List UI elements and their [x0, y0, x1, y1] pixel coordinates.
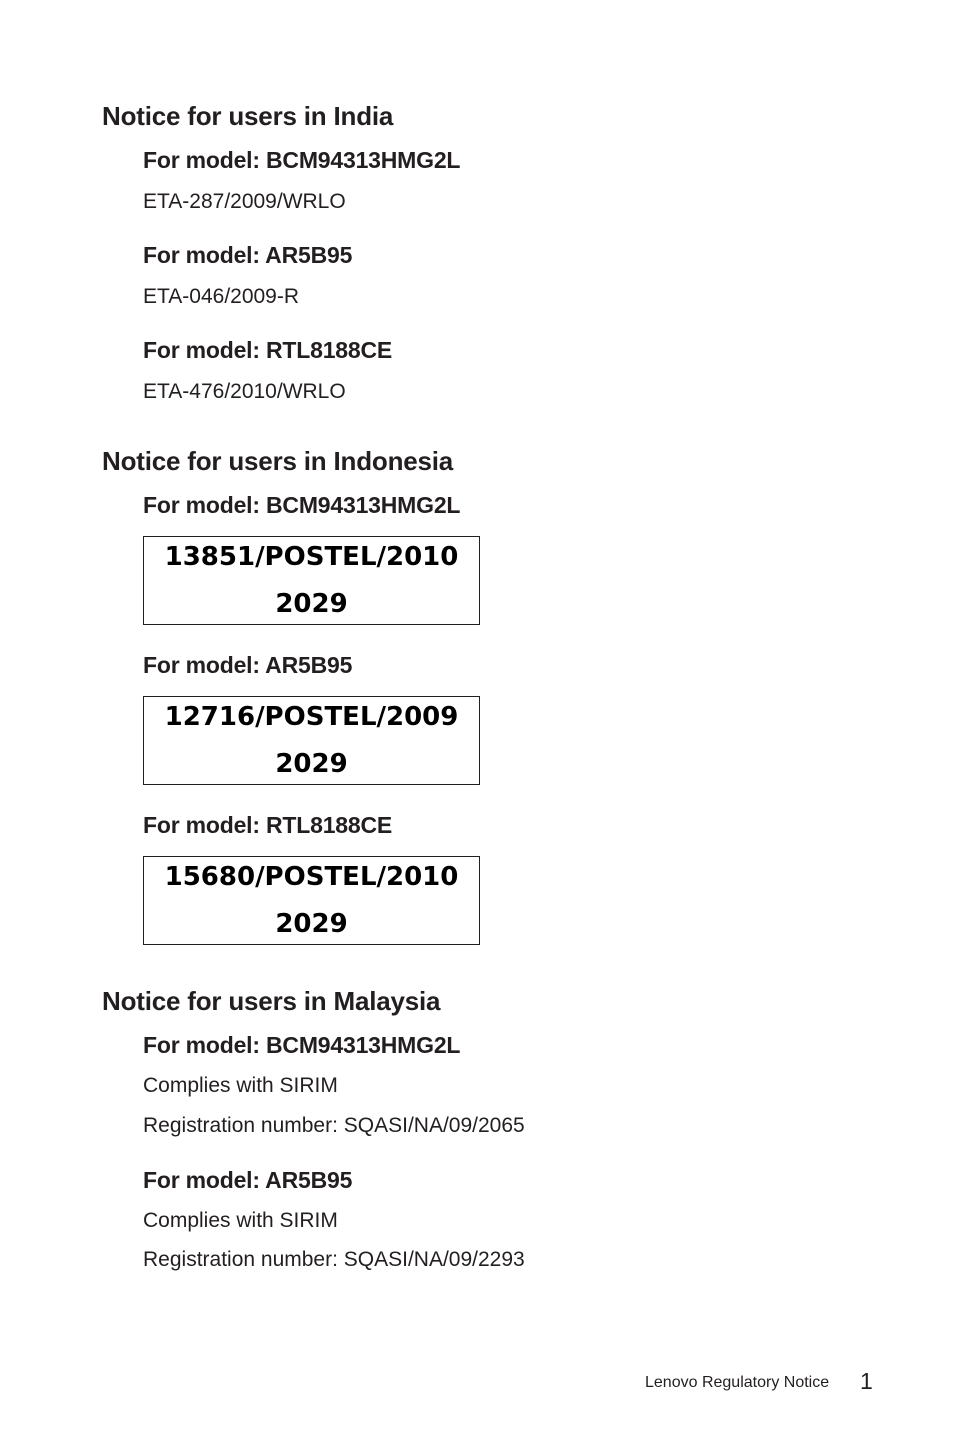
- malaysia-model-ar5b95-label: For model: AR5B95: [143, 1167, 353, 1193]
- indonesia-model-bcm-label: For model: BCM94313HMG2L: [143, 492, 461, 518]
- india-model-bcm-cert: ETA-287/2009/WRLO: [143, 190, 346, 213]
- indonesia-cert-box-bcm: [143, 536, 480, 625]
- india-model-ar5b95-label: For model: AR5B95: [143, 242, 353, 268]
- india-model-bcm-label: For model: BCM94313HMG2L: [143, 147, 461, 173]
- page-number: 1: [860, 1368, 873, 1394]
- indonesia-model-ar5b95-label: For model: AR5B95: [143, 652, 353, 678]
- india-model-rtl-label: For model: RTL8188CE: [143, 337, 393, 363]
- cert-number: 12716/POSTEL/2009: [164, 702, 459, 732]
- india-model-rtl-cert: ETA-476/2010/WRLO: [143, 380, 346, 403]
- indonesia-heading: Notice for users in Indonesia: [102, 446, 454, 476]
- cert-number: 15680/POSTEL/2010: [164, 862, 459, 892]
- indonesia-model-rtl-label: For model: RTL8188CE: [143, 812, 393, 838]
- malaysia-model-ar5b95-compliance: Complies with SIRIM: [143, 1209, 338, 1232]
- malaysia-heading: Notice for users in Malaysia: [102, 986, 441, 1016]
- malaysia-model-bcm-label: For model: BCM94313HMG2L: [143, 1032, 461, 1058]
- india-heading: Notice for users in India: [102, 101, 394, 131]
- cert-supplier-code: 2029: [275, 909, 348, 939]
- indonesia-cert-box-rtl: [143, 856, 480, 945]
- cert-number: 13851/POSTEL/2010: [164, 542, 459, 572]
- malaysia-model-ar5b95-registration: Registration number: SQASI/NA/09/2293: [143, 1248, 525, 1271]
- malaysia-model-bcm-compliance: Complies with SIRIM: [143, 1074, 338, 1097]
- indonesia-cert-box-ar5b95: [143, 696, 480, 785]
- cert-supplier-code: 2029: [275, 749, 348, 779]
- footer-title: Lenovo Regulatory Notice: [645, 1374, 830, 1391]
- malaysia-model-bcm-registration: Registration number: SQASI/NA/09/2065: [143, 1114, 525, 1137]
- india-model-ar5b95-cert: ETA-046/2009-R: [143, 285, 300, 308]
- cert-supplier-code: 2029: [275, 589, 348, 619]
